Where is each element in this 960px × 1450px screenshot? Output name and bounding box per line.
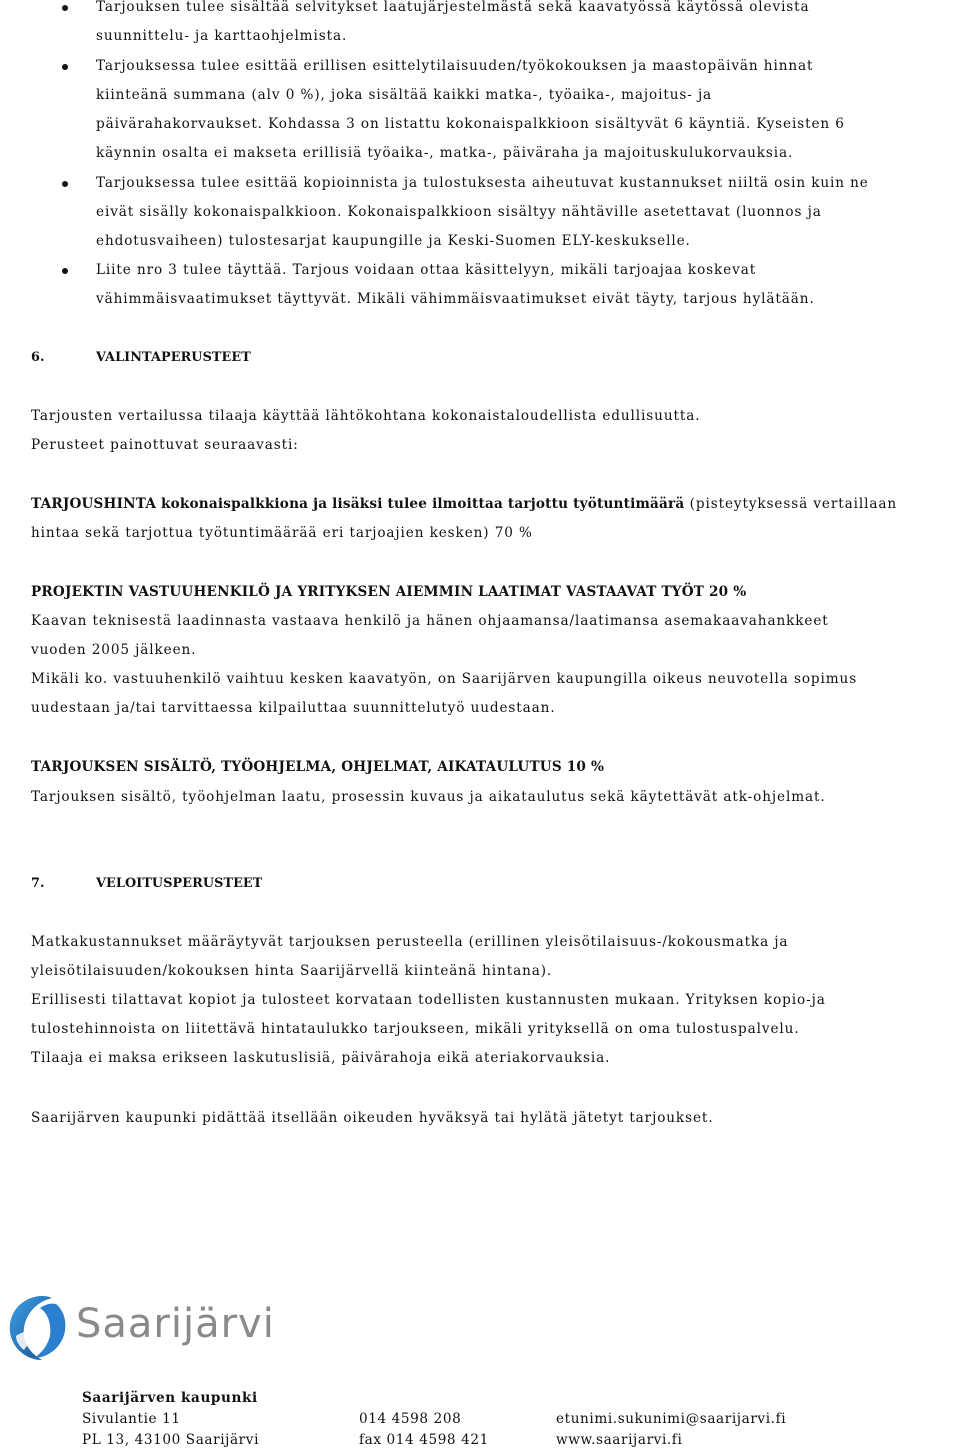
bullet-4-dot	[62, 268, 68, 274]
bullet-2-line-1: Tarjouksessa tulee esittää erillisen esittelytilaisuuden/työkokouksen ja maastopäivän hinnat	[96, 58, 814, 74]
criterion-price-bold: TARJOUSHINTA kokonaispalkkiona ja lisäksi tulee ilmoittaa tarjottu työtuntimäärä	[31, 496, 685, 512]
criterion-person-line-4: uudestaan ja/tai tarvittaessa kilpailuttaa suunnittelutyö uudestaan.	[31, 700, 556, 716]
criterion-person-heading: PROJEKTIN VASTUUHENKILÖ JA YRITYKSEN AIEMMIN LAATIMAT VASTAAVAT TYÖT 20 %	[31, 584, 747, 600]
footer-web[interactable]: www.saarijarvi.fi	[556, 1432, 683, 1448]
bullet-3-line-2: eivät sisälly kokonaispalkkioon. Kokonaispalkkioon sisältyy nähtäville asetettavat (luonnos ja	[96, 204, 822, 220]
bullet-1-line-1: Tarjouksen tulee sisältää selvitykset laatujärjestelmästä sekä kaavatyössä käytössä olevista	[96, 0, 810, 15]
bullet-3-line-1: Tarjouksessa tulee esittää kopioinnista ja tulostuksesta aiheutuvat kustannukset niiltä osin kuin ne	[96, 175, 869, 191]
criterion-content-line: Tarjouksen sisältö, työohjelman laatu, prosessin kuvaus ja aikataulutus sekä käytettävät atk-ohjelmat.	[31, 789, 826, 805]
bullet-2-line-4: käynnin osalta ei makseta erillisiä työaika-, matka-, päiväraha ja majoituskulukorvauksia.	[96, 145, 794, 161]
bullet-2-line-2: kiinteänä summana (alv 0 %), joka sisältää kaikki matka-, työaika-, majoitus- ja	[96, 87, 713, 103]
bullet-4-line-1: Liite nro 3 tulee täyttää. Tarjous voidaan ottaa käsittelyyn, mikäli tarjoajaa koskevat	[96, 262, 757, 278]
bullet-2-dot	[62, 64, 68, 70]
section-7-line-4: tulostehinnoista on liitettävä hintataulukko tarjoukseen, mikäli yrityksellä on oma tulostuspalvelu.	[31, 1021, 800, 1037]
section-7-title: VELOITUSPERUSTEET	[96, 876, 263, 891]
section-7-line-1: Matkakustannukset määräytyvät tarjouksen perusteella (erillinen yleisötilaisuus-/kokousmatka ja	[31, 934, 789, 950]
section-6-title: VALINTAPERUSTEET	[96, 350, 251, 365]
swoosh-logo-icon	[6, 1292, 70, 1364]
criterion-price-line-2: hintaa sekä tarjottua työtuntimäärää eri tarjoajien kesken) 70 %	[31, 525, 533, 541]
saarijarvi-logo	[6, 1292, 296, 1364]
section-6-intro-2: Perusteet painottuvat seuraavasti:	[31, 437, 299, 453]
footer-fax: fax 014 4598 421	[359, 1432, 489, 1448]
footer-phone: 014 4598 208	[359, 1411, 462, 1427]
footer-address-2: PL 13, 43100 Saarijärvi	[82, 1432, 260, 1448]
footer-address-1: Sivulantie 11	[82, 1411, 181, 1427]
criterion-person-line-3: Mikäli ko. vastuuhenkilö vaihtuu kesken kaavatyön, on Saarijärven kaupungilla oikeus neuvotella sopimus	[31, 671, 858, 687]
bullet-1-dot	[62, 5, 68, 11]
bullet-3-line-3: ehdotusvaiheen) tulostesarjat kaupungille ja Keski-Suomen ELY-keskukselle.	[96, 233, 691, 249]
bullet-4-line-2: vähimmäisvaatimukset täyttyvät. Mikäli vähimmäisvaatimukset eivät täyty, tarjous hylätään.	[96, 291, 815, 307]
closing-statement: Saarijärven kaupunki pidättää itsellään oikeuden hyväksyä tai hylätä jätetyt tarjoukset.	[31, 1110, 714, 1126]
criterion-person-line-2: vuoden 2005 jälkeen.	[31, 642, 197, 658]
section-7-line-2: yleisötilaisuuden/kokouksen hinta Saarijärvellä kiinteänä hintana).	[31, 963, 553, 979]
bullet-2-line-3: päivärahakorvaukset. Kohdassa 3 on listattu kokonaispalkkioon sisältyvät 6 käyntiä. Kyseisten 6	[96, 116, 845, 132]
criterion-price-rest: (pisteytyksessä vertaillaan	[684, 496, 898, 512]
bullet-3-dot	[62, 181, 68, 187]
section-7-number: 7.	[31, 876, 45, 891]
footer-email[interactable]: etunimi.sukunimi@saarijarvi.fi	[556, 1411, 787, 1427]
section-6-intro-1: Tarjousten vertailussa tilaaja käyttää lähtökohtana kokonaistaloudellista edullisuutta.	[31, 408, 701, 424]
criterion-person-line-1: Kaavan teknisestä laadinnasta vastaava henkilö ja hänen ohjaamansa/laatimansa asemakaavahankkeet	[31, 613, 829, 629]
criterion-price	[31, 494, 897, 514]
section-7-line-3: Erillisesti tilattavat kopiot ja tulosteet korvataan todellisten kustannusten mukaan. Yrityksen kopio-ja	[31, 992, 826, 1008]
criterion-content-heading: TARJOUKSEN SISÄLTÖ, TYÖOHJELMA, OHJELMAT, AIKATAULUTUS 10 %	[31, 759, 605, 775]
logo-wordmark: Saarijärvi	[76, 1301, 275, 1347]
section-7-line-5: Tilaaja ei maksa erikseen laskutuslisiä, päivärahoja eikä ateriakorvauksia.	[31, 1050, 611, 1066]
bullet-1-line-2: suunnittelu- ja karttaohjelmista.	[96, 28, 348, 44]
footer-org: Saarijärven kaupunki	[82, 1390, 258, 1406]
section-6-number: 6.	[31, 350, 45, 365]
